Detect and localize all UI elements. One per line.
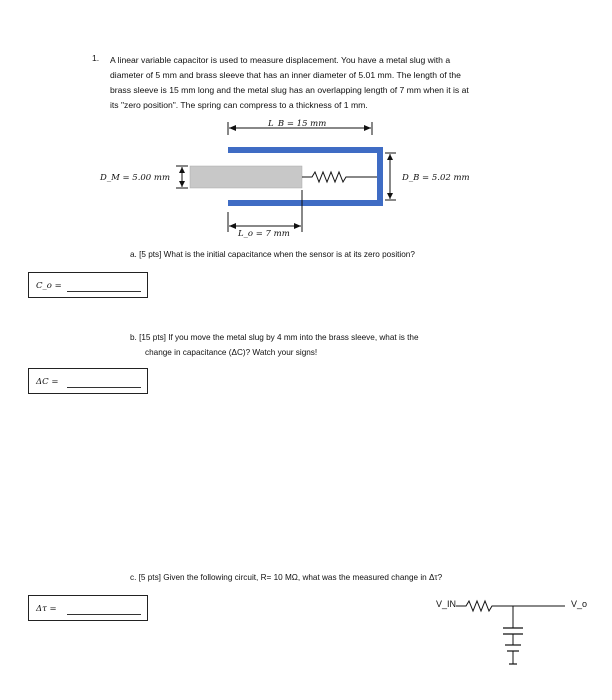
question-1-line: diameter of 5 mm and brass sleeve that has an inner diameter of 5.01 mm. The length of the: [110, 70, 461, 80]
part-b-line: change in capacitance (ΔC)? Watch your signs!: [145, 348, 318, 357]
vo-label: V_o: [571, 599, 588, 609]
dm-label: D_M = 5.00 mm: [100, 173, 171, 183]
lo-label: L_o = 7 mm: [238, 229, 290, 239]
part-a-text: a. [5 pts] What is the initial capacitance when the sensor is at its zero position?: [130, 250, 415, 259]
part-b-line: b. [15 pts] If you move the metal slug by 4 mm into the brass sleeve, what is the: [130, 333, 419, 342]
answer-label-co: C_o =: [36, 281, 62, 291]
answer-label-delta-tau: Δτ =: [36, 604, 57, 614]
resistor: [456, 601, 565, 611]
db-label: D_B = 5.02 mm: [402, 173, 470, 183]
vin-label: V_IN: [436, 599, 457, 609]
answer-label-delta-c: ΔC =: [36, 377, 59, 387]
question-1-line: its "zero position". The spring can compress to a thickness of 1 mm.: [110, 100, 368, 110]
question-1-line: brass sleeve is 15 mm long and the metal slug has an overlapping length of 7 mm when it is at: [110, 85, 469, 95]
question-1-line: A linear variable capacitor is used to measure displacement. You have a metal slug with a: [110, 55, 451, 65]
lb-label: L_B = 15 mm: [268, 119, 327, 129]
question-number: 1.: [92, 53, 100, 63]
part-c-text: c. [5 pts] Given the following circuit, R= 10 MΩ, what was the measured change in Δτ?: [130, 573, 443, 582]
